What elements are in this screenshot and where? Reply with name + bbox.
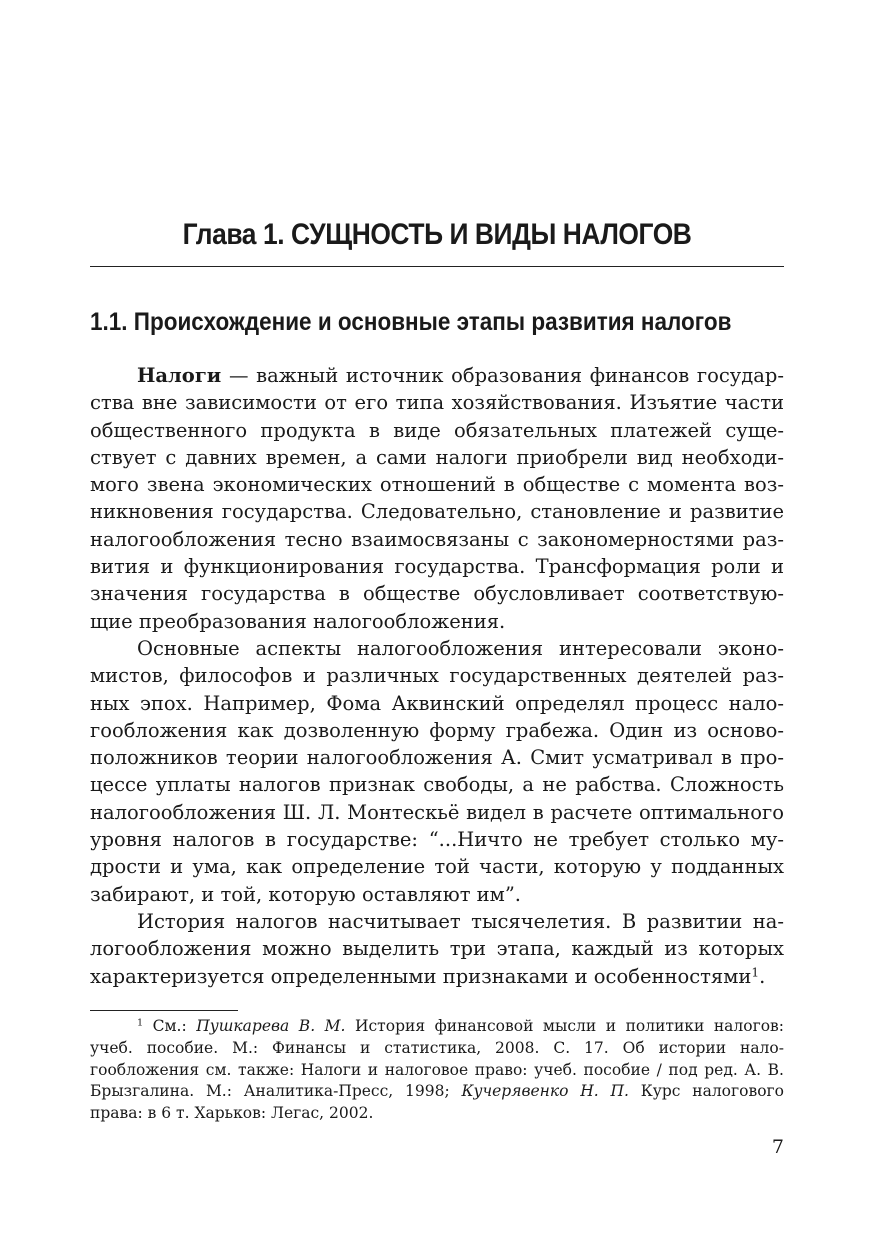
paragraph-3-text: История налогов насчитывает тысячелетия. В развитии налогообложения можно выделить три этапа, каждый из которых характеризуется определенными признаками и особенностями — [90, 909, 784, 988]
term-taxes: Налоги — [137, 364, 222, 387]
footnote-1 — [90, 1016, 784, 1125]
section-title: 1.1. Происхождение и основные этапы развития налогов — [90, 308, 732, 336]
paragraph-3 — [90, 908, 784, 990]
paragraph-1 — [90, 362, 784, 635]
chapter-divider — [90, 266, 784, 267]
paragraph-2: Основные аспекты налогообложения интересовали экономистов, философов и различных государственных деятелей разных эпох. Например, Фома Аквинский определял процесс налогообложения как дозволенную форму грабежа. Один из основоположников теории налогообложения А. Смит усматривал в процессе уплаты налогов признак свободы, а не рабства. Сложность налогообложения Ш. Л. Монтескьё видел в расчете оптимального уровня налогов в государстве: “...Ничто не требует столько мудрости и ума, как определение той части, которую у подданных забирают, и той, которую оставляют им”. — [90, 636, 784, 906]
page-number: 7 — [771, 1136, 784, 1158]
footnote-lead: См.: — [143, 1017, 197, 1035]
paragraph-3-end: . — [759, 964, 766, 988]
footnote-text-1: История финансовой мысли и политики налогов: учеб. пособие. М.: Финансы и статистика, 2008. С. 17. Об истории налогообложения см. также: Налоги и налоговое право: учеб. пособие / под ред. А. В. Брызгалина. М.: Аналитика-Пресс, 1998; — [90, 1017, 785, 1101]
footnote-divider — [90, 1010, 238, 1011]
body-text — [90, 362, 784, 990]
footnote-author-1: Пушкарева В. М. — [196, 1017, 346, 1035]
footnote-author-2: Кучерявенко Н. П. — [461, 1082, 629, 1101]
footnote-marker: 1 — [137, 1017, 144, 1029]
footnote-text-2: Курс налогового права: в 6 т. Харьков: Легас, 2002. — [90, 1082, 784, 1123]
footnote-reference[interactable]: 1 — [751, 964, 760, 979]
footnotes — [90, 1016, 784, 1125]
paragraph-1-text: — важный источник образования финансов государства вне зависимости от его типа хозяйствования. Изъятие части общественного продукта в виде обязательных платежей существует с давних времен, а сами налоги приобрели вид необходимого звена экономических отношений в обществе с момента возникновения государства. Следовательно, становление и развитие налогообложения тесно взаимосвязаны с закономерностями развития и функционирования государства. Трансформация роли и значения государства в обществе обусловливает соответствующие преобразования налогообложения. — [90, 364, 784, 633]
chapter-title: Глава 1. СУЩНОСТЬ И ВИДЫ НАЛОГОВ — [182, 218, 692, 251]
